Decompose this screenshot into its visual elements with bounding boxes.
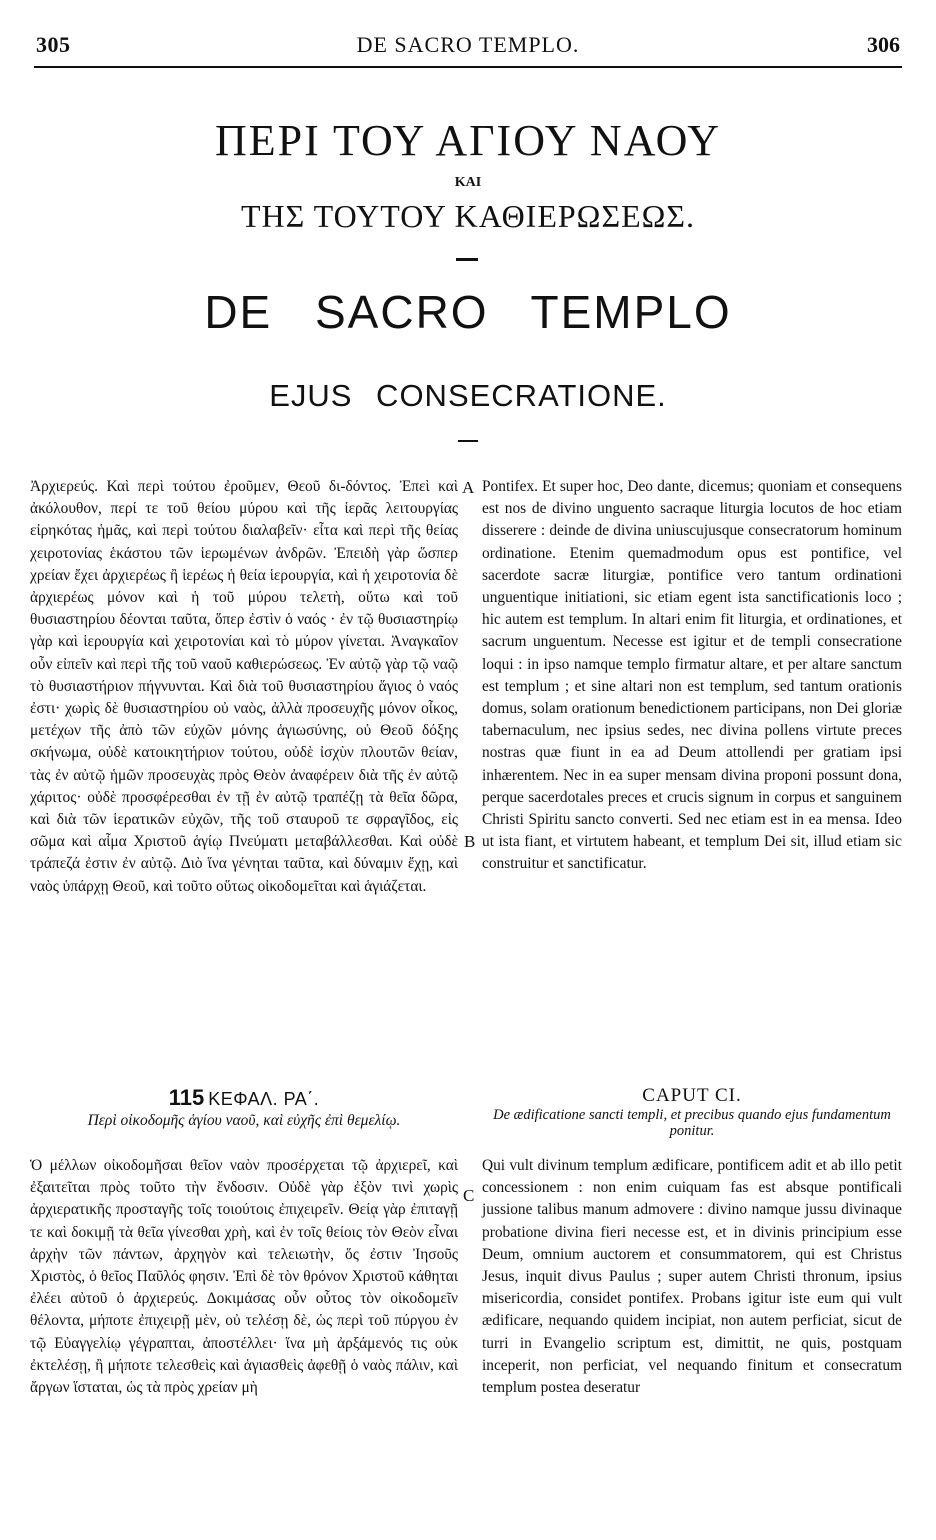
header-rule [34,66,902,68]
greek-chapter-heading [30,1085,458,1130]
chapter-number: 115 [168,1085,205,1110]
title-separator [456,258,478,261]
greek-chapter-title: Περὶ οἰκοδομῆς ἁγίου ναοῦ, καὶ εὐχῆς ἐπὶ θεμελίῳ. [87,1112,401,1129]
latin-column-top [482,476,902,876]
latin-column-bottom [482,1155,902,1399]
latin-chapter-heading [482,1085,902,1139]
greek-column-bottom [30,1155,458,1399]
greek-chapter-label: ΚΕΦΑΛ. ΡΑ΄. [208,1089,320,1109]
section-separator [458,440,478,442]
running-title: DE SACRO TEMPLO. [356,32,580,57]
greek-subtitle: ΤΗΣ ΤΟΥΤΟΥ ΚΑΘΙΕΡΩΣΕΩΣ. [240,198,696,234]
latin-title: DE SACRO TEMPLO [204,286,732,338]
running-head [0,32,936,62]
page-number-left: 305 [36,32,71,57]
latin-chapter-title: De ædificatione sancti templi, et precibus quando ejus fundamentum ponitur. [493,1107,891,1139]
greek-title: ΠΕΡΙ ΤΟΥ ΑΓΙΟΥ ΝΑΟΥ [214,116,722,165]
latin-subtitle: EJUS CONSECRATIONE. [269,378,667,413]
latin-paragraph-2: Qui vult divinum templum ædificare, pontificem adit et ab illo petit concessionem : non enim cuiquam fas est absque pontificali jussione talibus manum admovere : divino namque jussu divinaque probatione divina fieri necesse est, et in divinis principium esse Deum, omnium auctorem et consummatorem, qui est Christus Jesus, inquit divus Paulus ; super autem Christi thronum, ipsius misericordia, considet pontifex. Probans igitur iste eum qui vult ædificare, nequando quidem incipiat, non autem perficiat, sicut de turri in Evangelio scriptum est, dimittit, ne quis, postquam inceperit, non perficiat, vel nequando finitum et consecratum templum postea deseratur [482,1157,902,1397]
greek-paragraph-2: Ὁ μέλλων οἰκοδομῆσαι θεῖον ναὸν προσέρχεται τῷ ἀρχιερεῖ, καὶ ἐξαιτεῖται πρὸς τοῦτο τὴν ἔνδοσιν. Οὐδὲ γὰρ ἐξὸν τινὶ χωρὶς ἀρχιερατικῆς προσταγῆς τοῖς τοιούτοις ἐπιχειρεῖν. Θείᾳ γὰρ ἐπιταγῇ τε καὶ δοκιμῇ τὰ θεῖα γίνεσθαι χρὴ, καὶ ἐν τοῖς θείοις τὸν Θεὸν εἶναι ἀρχὴν τῶν πάντων, ἀρχηγὸν καὶ τελειωτὴν, ὅς ἐστιν Ἰησοῦς Χριστὸς, ὁ θεῖος Παῦλός φησιν. Ἐπὶ δὲ τὸν θρόνον Χριστοῦ κάθηται ἐλέει αὐτοῦ ὁ ἀρχιερεύς. Δοκιμάσας οὖν οὗτος τὸν οἰκοδομεῖν θέλοντα, μήποτε ἐπιχειρῇ μὲν, οὐ τελέσῃ δὲ, ὡς περὶ τοῦ πύργου ἐν τῷ Εὐαγγελίῳ γέγραπται, ἀποστέλλει· ἵνα μὴ ἀρξάμενός τις οὐκ ἐκτελέσῃ, ἢ μήποτε τελεσθεὶς καὶ ἁγιασθεὶς ἀφεθῇ ὁ ναὸς πάλιν, καὶ ἄργων ἵσταται, ὡς τὰ πρὸς χρείαν μὴ [30,1157,458,1397]
greek-column-top [30,476,458,898]
margin-letter-b: B [464,832,476,851]
latin-paragraph-1: Pontifex. Et super hoc, Deo dante, dicemus; quoniam et consequens est nos de divino unguento sacraque liturgia locutos de hoc etiam disserere : deinde de divina uniuscujusque consecratorum hominum ordinatione. Etenim quemadmodum opus est pontifice, vel sacerdote sacræ liturgiæ, pontifice vero tantum ordinationi unguentique initiationi, sic etiam egent ista sanctificationis loco ; hic autem est templum. In altari enim fit liturgia, et ordinationes, et sacrum unguentum. Necesse est igitur et de templi consecratione loqui : in ipso namque templo firmatur altare, et per altare sanctum est templum ; et sine altari non est templum, sed tantum orationis domus, solam orationum benedictionem participans, non Dei gloriæ tabernaculum, nec ipsius sedes, nec divina pollens virtute preces nostras quæ fiunt in ea ad Deum attollendi per gratiam ipsi inhærentem. Nec in ea super mensam divina proponi possunt dona, perque sacerdotales preces et crucis signum in corpus et sanguinem Christi Spiritu sancto converti. Sed nec etiam est in ea mensa. Ideo ut ista fiant, et virtutem habeant, et templum Dei sit, illud etiam sic construitur et sanctificatur. [482,478,902,873]
page-number-right: 306 [867,32,900,57]
greek-paragraph-1: Ἀρχιερεύς. Καὶ περὶ τούτου ἐροῦμεν, Θεοῦ δι-δόντος. Ἐπεὶ καὶ ἀκόλουθον, περί τε τοῦ θείου μύρου καὶ τῆς ἱερᾶς λειτουργίας εἰρηκότας ἡμᾶς, καὶ περὶ τούτου διαλαβεῖν· εἶτα καὶ περὶ τῆς θείας χειροτονίας ἑκάστου τῶν ἱερωμένων ἀνδρῶν. Ἐπειδὴ γὰρ ὥσπερ χρείαν ἔχει ἀρχιερέως ἢ ἱερέως ἡ θεία ἱερουργία, καὶ ἡ χειροτονία δὲ ἀρχιερέως μόνον καὶ ἡ τοῦ μύρου τελετὴ, οὕτω καὶ τοῦ θυσιαστηρίου δέονται ταῦτα, ὅπερ ἐστὶν ὁ ναός · ἐν τῷ θυσιαστηρίῳ γὰρ καὶ ἱερουργία καὶ χειροτονίαι καὶ τὸ μύρον γίνεται. Ἀναγκαῖον οὖν εἰπεῖν καὶ περὶ τῆς τοῦ ναοῦ καθιερώσεως. Ἐν αὐτῷ γὰρ τῷ ναῷ τὸ θυσιαστήριον πήγνυνται. Καὶ διὰ τοῦ θυσιαστηρίου ἅγιος ὁ ναός ἐστι· χωρὶς δὲ θυσιαστηρίου οὐ ναὸς, ἀλλὰ προσευχῆς μόνον οἶκος, μετέχων τῆς ἀπὸ τῶν εὐχῶν μόνης ἁγιωσύνης, οὐ Θεοῦ δόξης σκήνωμα, οὐδὲ κατοικητήριον τούτου, οὐδὲ ἰσχὺν πλουτῶν θείαν, τὰς ἐν αὐτῷ ἡμῶν προσευχὰς πρὸς Θεὸν ἀναφέρειν διὰ τῆς ἐν αὐτῷ χάριτος· οὐδὲ προσφέρεσθαι ἐν τῇ ἐν αὐτῷ τραπέζῃ τὰ θεῖα δῶρα, καὶ διὰ τῶν ἱερατικῶν εὐχῶν, τῆς τοῦ σταυροῦ τε σφραγῖδος, εἰς σῶμα καὶ αἷμα Χριστοῦ ἁγίῳ Πνεύματι μεταβάλλεσθαι. Καὶ οὐδὲ τράπεζά ἐστιν ἐν αὐτῷ. Διὸ ἵνα γένηται ταῦτα, καὶ δύναμιν ἔχῃ, καὶ ναὸς ὑπάρχῃ Θεοῦ, καὶ τοῦτο οὕτως οἰκοδομεῖται καὶ ἁγιάζεται. [30,478,458,895]
margin-letter-a: A [462,478,475,497]
margin-letter-c: C [463,1186,475,1205]
latin-chapter-label: CAPUT CI. [642,1085,742,1106]
greek-conjunction: ΚΑΙ [454,175,482,190]
